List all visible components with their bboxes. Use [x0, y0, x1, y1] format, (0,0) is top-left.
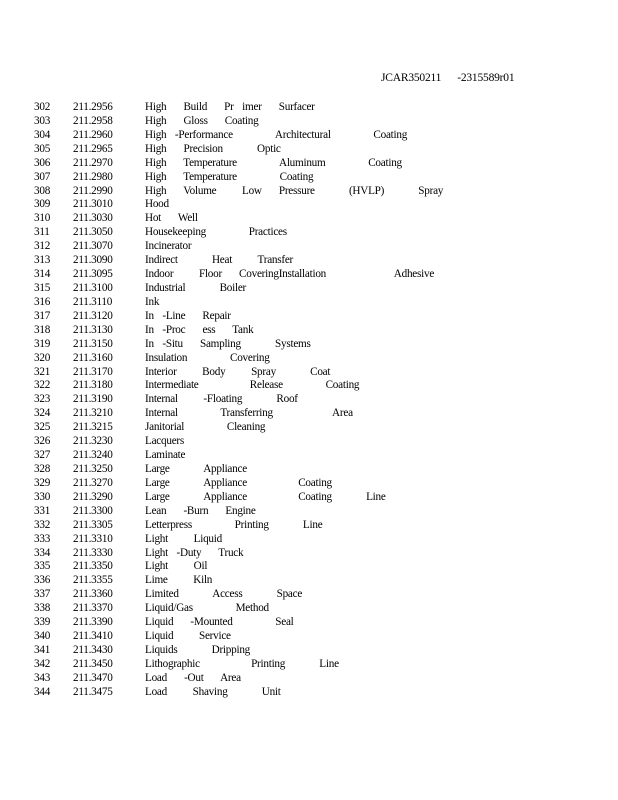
line-number: 318 [34, 323, 51, 336]
list-item [34, 616, 594, 630]
section-number: 211.3290 [73, 490, 113, 503]
line-number: 340 [34, 630, 51, 643]
defined-term: Intermediate Release Coating [145, 379, 360, 392]
line-number: 343 [34, 671, 51, 684]
section-number: 211.3355 [73, 574, 113, 587]
defined-term: In -Proc ess Tank [145, 323, 254, 336]
section-number: 211.3215 [73, 421, 113, 434]
defined-term: Light -Duty Truck [145, 546, 244, 559]
defined-term: Liquid -Mounted Seal [145, 616, 294, 629]
list-item [34, 198, 594, 212]
list-item [34, 644, 594, 658]
list-item [34, 240, 594, 254]
defined-term: High Temperature Aluminum Coating [145, 156, 402, 169]
section-number: 211.2965 [73, 142, 113, 155]
defined-term: Lean -Burn Engine [145, 504, 256, 517]
section-number: 211.3360 [73, 588, 113, 601]
section-number: 211.3070 [73, 240, 113, 253]
section-number: 211.2980 [73, 170, 113, 183]
list-item [34, 310, 594, 324]
list-item [34, 212, 594, 226]
section-number: 211.3410 [73, 630, 113, 643]
line-number: 323 [34, 393, 51, 406]
section-number: 211.3180 [73, 379, 113, 392]
defined-term: Ink [145, 295, 160, 308]
list-item [34, 407, 594, 421]
line-number: 320 [34, 351, 51, 364]
section-number: 211.2970 [73, 156, 113, 169]
list-item [34, 143, 594, 157]
line-number: 326 [34, 435, 51, 448]
list-item [34, 157, 594, 171]
section-number: 211.3430 [73, 643, 113, 656]
line-number: 313 [34, 254, 51, 267]
line-number: 327 [34, 449, 51, 462]
list-item [34, 463, 594, 477]
list-item [34, 366, 594, 380]
section-number: 211.3370 [73, 602, 113, 615]
line-number: 316 [34, 295, 51, 308]
defined-term: Incinerator [145, 240, 192, 253]
defined-term: Large Appliance Coating [145, 476, 332, 489]
defined-term: High Gloss Coating [145, 114, 259, 127]
section-number: 211.3310 [73, 532, 113, 545]
list-item [34, 171, 594, 185]
defined-term: Liquids Dripping [145, 643, 251, 656]
line-number: 336 [34, 574, 51, 587]
line-number: 308 [34, 184, 51, 197]
defined-term: Letterpress Printing Line [145, 518, 323, 531]
line-number: 314 [34, 268, 51, 281]
section-number: 211.3470 [73, 671, 113, 684]
list-item [34, 254, 594, 268]
section-number: 211.3330 [73, 546, 113, 559]
section-number: 211.3150 [73, 337, 113, 350]
defined-term: Internal Transferring Area [145, 407, 353, 420]
list-item [34, 560, 594, 574]
list-item [34, 547, 594, 561]
list-item [34, 282, 594, 296]
section-number: 211.3010 [73, 198, 113, 211]
defined-term: Lithographic Printing Line [145, 657, 339, 670]
line-number: 317 [34, 309, 51, 322]
section-number: 211.3160 [73, 351, 113, 364]
line-number: 334 [34, 546, 51, 559]
line-number: 330 [34, 490, 51, 503]
line-number: 304 [34, 128, 51, 141]
list-item [34, 658, 594, 672]
line-number: 325 [34, 421, 51, 434]
list-item [34, 574, 594, 588]
defined-term: Indoor Floor CoveringInstallation Adhesive [145, 268, 435, 281]
defined-term: In -Line Repair [145, 309, 231, 322]
defined-term: Limited Access Space [145, 588, 303, 601]
line-number: 338 [34, 602, 51, 615]
defined-term: Indirect Heat Transfer [145, 254, 294, 267]
list-item [34, 352, 594, 366]
line-number: 324 [34, 407, 51, 420]
defined-term: Load -Out Area [145, 671, 241, 684]
section-number: 211.3300 [73, 504, 113, 517]
line-number: 319 [34, 337, 51, 350]
section-number: 211.2958 [73, 114, 113, 127]
section-number: 211.3090 [73, 254, 113, 267]
section-number: 211.3350 [73, 560, 113, 573]
defined-term: High Temperature Coating [145, 170, 314, 183]
line-number: 333 [34, 532, 51, 545]
line-number: 310 [34, 212, 51, 225]
section-number: 211.3100 [73, 281, 113, 294]
line-number: 322 [34, 379, 51, 392]
section-number: 211.3230 [73, 435, 113, 448]
list-item [34, 533, 594, 547]
list-item [34, 421, 594, 435]
section-number: 211.2956 [73, 101, 113, 113]
list-item [34, 588, 594, 602]
defined-term: Hot Well [145, 212, 198, 225]
section-number: 211.3030 [73, 212, 113, 225]
list-item [34, 602, 594, 616]
defined-term: Housekeeping Practices [145, 226, 287, 239]
section-number: 211.2960 [73, 128, 113, 141]
defined-term: Liquid/Gas Method [145, 602, 269, 615]
section-number: 211.3270 [73, 476, 113, 489]
defined-term: High Build Pr imer Surfacer [145, 101, 315, 113]
section-number: 211.3130 [73, 323, 113, 336]
section-number: 211.3190 [73, 393, 113, 406]
defined-term: Hood [145, 198, 169, 211]
defined-term: Interior Body Spray Coat [145, 365, 331, 378]
list-item [34, 630, 594, 644]
defined-term: Large Appliance Coating Line [145, 490, 386, 503]
defined-term: Insulation Covering [145, 351, 270, 364]
line-number: 321 [34, 365, 51, 378]
section-number: 211.3095 [73, 268, 113, 281]
list-item [34, 129, 594, 143]
defined-term: High Volume Low Pressure (HVLP) Spray [145, 184, 444, 197]
defined-term: In -Situ Sampling Systems [145, 337, 311, 350]
list-item [34, 296, 594, 310]
section-number: 211.3050 [73, 226, 113, 239]
list-item [34, 491, 594, 505]
list-item [34, 435, 594, 449]
line-number: 307 [34, 170, 51, 183]
list-item [34, 324, 594, 338]
section-number: 211.3210 [73, 407, 113, 420]
defined-term: Internal -Floating Roof [145, 393, 298, 406]
list-item [34, 477, 594, 491]
line-number: 305 [34, 142, 51, 155]
list-item [34, 393, 594, 407]
definitions-list [34, 101, 594, 700]
page-header [381, 72, 514, 84]
list-item [34, 268, 594, 282]
list-item [34, 672, 594, 686]
defined-term: Industrial Boiler [145, 281, 247, 294]
defined-term: Janitorial Cleaning [145, 421, 266, 434]
section-number: 211.3305 [73, 518, 113, 531]
list-item [34, 449, 594, 463]
section-number: 211.3450 [73, 657, 113, 670]
line-number: 344 [34, 685, 51, 698]
defined-term: Light Liquid [145, 532, 222, 545]
line-number: 302 [34, 101, 51, 113]
line-number: 335 [34, 560, 51, 573]
line-number: 339 [34, 616, 51, 629]
section-number: 211.3390 [73, 616, 113, 629]
defined-term: Lacquers [145, 435, 184, 448]
document-id: JCAR350211 [381, 72, 442, 84]
section-number: 211.3240 [73, 449, 113, 462]
defined-term: Large Appliance [145, 462, 247, 475]
line-number: 342 [34, 657, 51, 670]
section-number: 211.3170 [73, 365, 113, 378]
list-item [34, 519, 594, 533]
defined-term: Lime Kiln [145, 574, 213, 587]
defined-term: Load Shaving Unit [145, 685, 281, 698]
section-number: 211.2990 [73, 184, 113, 197]
defined-term: High -Performance Architectural Coating [145, 128, 408, 141]
list-item [34, 338, 594, 352]
document-code: -2315589r01 [457, 72, 515, 84]
list-item [34, 686, 594, 700]
list-item [34, 101, 594, 115]
line-number: 312 [34, 240, 51, 253]
list-item [34, 115, 594, 129]
line-number: 315 [34, 281, 51, 294]
section-number: 211.3110 [73, 295, 113, 308]
list-item [34, 226, 594, 240]
line-number: 329 [34, 476, 51, 489]
line-number: 332 [34, 518, 51, 531]
line-number: 306 [34, 156, 51, 169]
defined-term: High Precision Optic [145, 142, 281, 155]
line-number: 328 [34, 462, 51, 475]
list-item [34, 505, 594, 519]
line-number: 309 [34, 198, 51, 211]
line-number: 341 [34, 643, 51, 656]
defined-term: Light Oil [145, 560, 208, 573]
section-number: 211.3250 [73, 462, 113, 475]
section-number: 211.3475 [73, 685, 113, 698]
list-item [34, 379, 594, 393]
defined-term: Liquid Service [145, 630, 231, 643]
defined-term: Laminate [145, 449, 186, 462]
line-number: 311 [34, 226, 50, 239]
section-number: 211.3120 [73, 309, 113, 322]
line-number: 303 [34, 114, 51, 127]
line-number: 337 [34, 588, 51, 601]
list-item [34, 185, 594, 199]
line-number: 331 [34, 504, 51, 517]
